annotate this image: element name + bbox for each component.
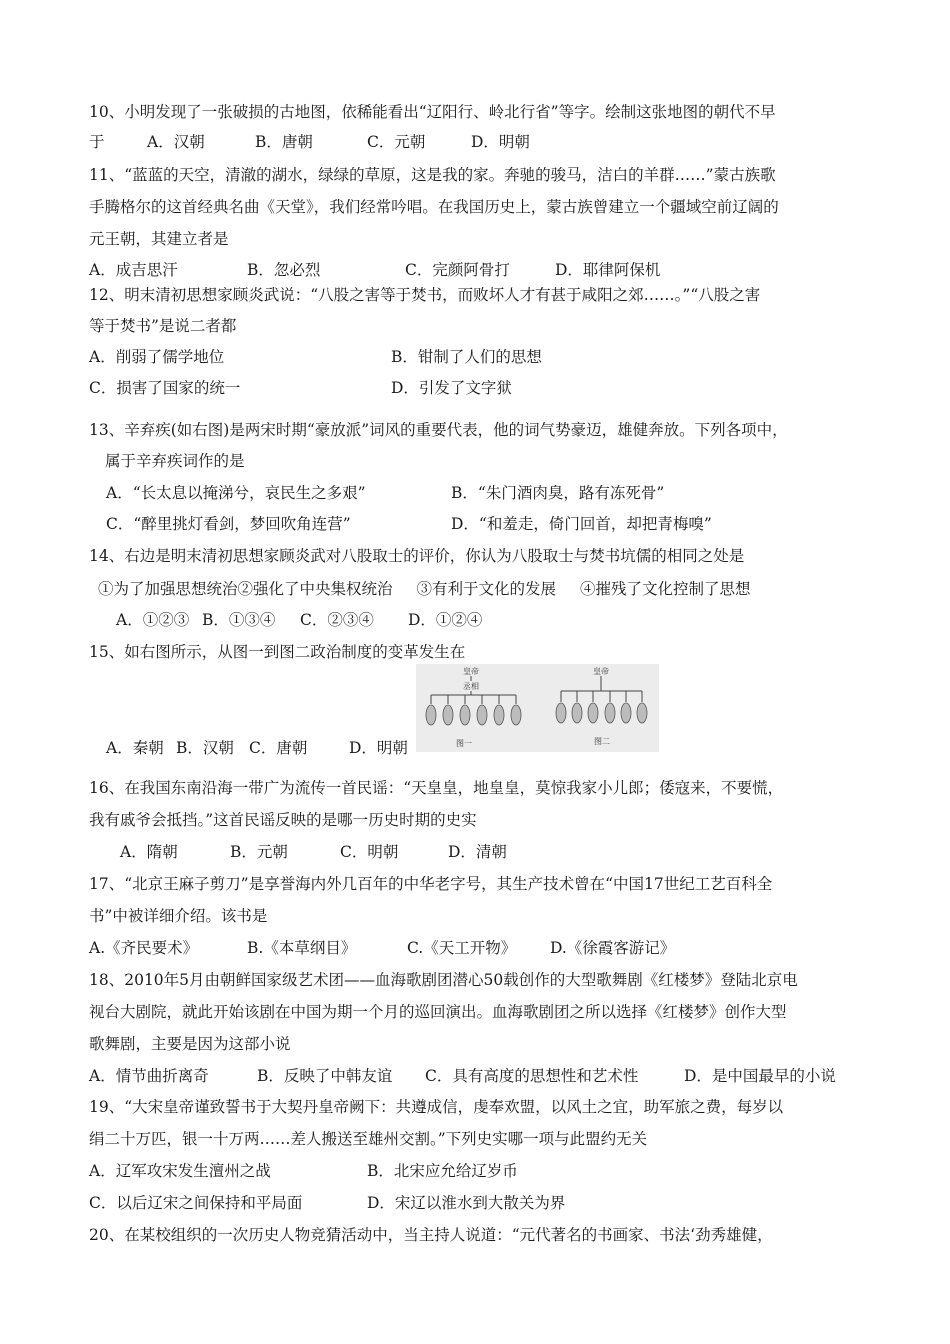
q11-option-c: C．完颜阿骨打 [405,261,510,279]
q13-option-b: B．“朱门酒肉臭，路有冻死骨” [451,484,665,502]
q10-option-c: C．元朝 [367,133,426,151]
q18-option-a: A．情节曲折离奇 [89,1067,209,1085]
fig1-chancellor-label: 丞相 [463,682,479,691]
q11-option-a: A．成吉思汗 [89,261,178,279]
q18-options [89,1066,836,1086]
q11-option-d: D．耶律阿保机 [555,261,661,279]
q15-stem: 15、如右图所示，从图一到图二政治制度的变革发生在 [89,643,466,661]
q10-option-a: A．汉朝 [147,133,205,151]
q11-options [89,260,660,280]
q12-option-b: B．钳制了人们的思想 [391,348,542,366]
q16-option-c: C．明朝 [340,843,399,861]
q15-options [106,738,408,758]
q16-option-a: A．隋朝 [120,843,178,861]
q14-choices [98,579,751,599]
q13-stem-line2: 属于辛弃疾词作的是 [105,452,245,470]
q10-stem: 10、小明发现了一张破损的古地图，依稀能看出“辽阳行、岭北行省”等字。绘制这张地图的朝代不早 [89,103,776,121]
q17-option-a: A.《齐民要术》 [89,939,199,957]
fig2-caption: 图二 [594,737,610,746]
q19-option-b: B．北宋应允给辽岁币 [367,1162,518,1180]
q11-option-b: B．忽必烈 [247,261,321,279]
q12-stem: 12、明末清初思想家顾炎武说：“八股之害等于焚书，而败坏人才有甚于咸阳之郊……。”“八股之害 [89,286,761,304]
q17-option-d: D.《徐霞客游记》 [550,939,676,957]
q14-option-b: B．①③④ [202,611,276,629]
fig2-emperor-label: 皇帝 [593,667,609,676]
q13-options-row2 [106,514,712,534]
q17-option-c: C.《天工开物》 [407,939,517,957]
q13-options-row1 [106,483,664,503]
q12-stem-line2: 等于焚书”是说二者都 [89,317,237,335]
q11-stem-line2: 手腾格尔的这首经典名曲《天堂》，我们经常吟唱。在我国历史上，蒙古族曾建立一个疆域空前辽阔的 [89,198,779,216]
q14-choice-3: ③有利于文化的发展 [416,580,557,598]
q17-options [89,938,675,958]
q14-option-c: C．②③④ [300,611,374,629]
q10-option-d: D．明朝 [471,133,530,151]
q12-options-row1 [89,347,542,367]
q10-option-b: B．唐朝 [255,133,313,151]
q15-figure [416,664,659,752]
q12-option-d: D．引发了文字狱 [391,379,512,397]
q10-stem-cont: 于 [89,133,105,151]
q14-stem: 14、右边是明末清初思想家顾炎武对八股取士的评价，你认为八股取士与焚书坑儒的相同之处是 [89,547,745,565]
q18-option-c: C．具有高度的思想性和艺术性 [425,1067,639,1085]
q18-stem: 18、2010年5月由朝鲜国家级艺术团——血海歌剧团潜心50载创作的大型歌舞剧《红楼梦》登陆北京电 [89,971,798,989]
q14-options [116,610,482,630]
q17-option-b: B.《本草纲目》 [247,939,357,957]
fig1-emperor-label: 皇帝 [463,667,479,676]
fig1-caption: 图一 [456,739,472,748]
q20-stem: 20、在某校组织的一次历史人物竞猜活动中，当主持人说道：“元代著名的书画家、书法‘劲秀雄健， [89,1226,773,1244]
q16-stem-line2: 我有戚爷会抵挡。”这首民谣反映的是哪一历史时期的史实 [89,811,477,829]
q11-stem-line3: 元王朝，其建立者是 [89,230,229,248]
q16-option-d: D．清朝 [448,843,507,861]
q15-option-d: D．明朝 [349,739,408,757]
q13-option-c: C．“醉里挑灯看剑，梦回吹角连营” [106,515,351,533]
q19-option-d: D．宋辽以淮水到大散关为界 [367,1194,566,1212]
q19-options-row1 [89,1161,518,1181]
q17-stem-line2: 书”中被详细介绍。该书是 [89,907,268,925]
q19-option-c: C．以后辽宋之间保持和平局面 [89,1194,303,1212]
q18-stem-line3: 歌舞剧，主要是因为这部小说 [89,1035,291,1053]
q14-option-d: D．①②④ [408,611,483,629]
q16-option-b: B．元朝 [230,843,288,861]
q19-stem-line2: 绢二十万匹，银一十万两……差人搬送至雄州交割。”下列史实哪一项与此盟约无关 [89,1130,648,1148]
q13-option-d: D．“和羞走，倚门回首，却把青梅嗅” [451,515,712,533]
q12-option-a: A．削弱了儒学地位 [89,348,225,366]
q15-option-a: A．秦朝 [106,739,164,757]
q14-option-a: A．①②③ [116,611,190,629]
q18-stem-line2: 视台大剧院，就此开始该剧在中国为期一个月的巡回演出。血海歌剧团之所以选择《红楼梦》创作大型 [89,1003,787,1021]
q16-stem: 16、在我国东南沿海一带广为流传一首民谣：“天皇皇，地皇皇，莫惊我家小儿郎；倭寇来，不要慌， [89,779,784,797]
q14-choice-2: ②强化了中央集权统治 [237,580,393,598]
q13-stem: 13、辛弃疾(如右图)是两宋时期“豪放派”词风的重要代表，他的词气势豪迈，雄健奔放。下列各项中， [89,421,788,439]
q15-option-b: B．汉朝 [176,739,234,757]
q19-option-a: A．辽军攻宋发生澶州之战 [89,1162,271,1180]
q10-options [89,132,530,152]
q14-choice-4: ④摧残了文化控制了思想 [580,580,751,598]
q12-options-row2 [89,378,512,398]
q18-option-b: B．反映了中韩友谊 [257,1067,393,1085]
q14-choice-1: ①为了加强思想统治 [98,580,238,598]
q17-stem: 17、“北京王麻子剪刀”是享誉海内外几百年的中华老字号，其生产技术曾在“中国17世纪工艺百科全 [89,875,773,893]
q11-stem: 11、“蓝蓝的天空，清澈的湖水，绿绿的草原，这是我的家。奔驰的骏马，洁白的羊群……”蒙古族歌 [89,166,776,184]
q15-option-c: C．唐朝 [249,739,308,757]
q16-options [120,842,507,862]
q19-options-row2 [89,1193,565,1213]
q18-option-d: D．是中国最早的小说 [684,1067,836,1085]
q19-stem: 19、“大宋皇帝谨致誓书于大契丹皇帝阙下：共遵成信，虔奉欢盟，以风土之宜，助军旅之费，每岁以 [89,1098,784,1116]
q12-option-c: C．损害了国家的统一 [89,379,241,397]
q13-option-a: A．“长太息以掩涕兮，哀民生之多艰” [106,484,366,502]
